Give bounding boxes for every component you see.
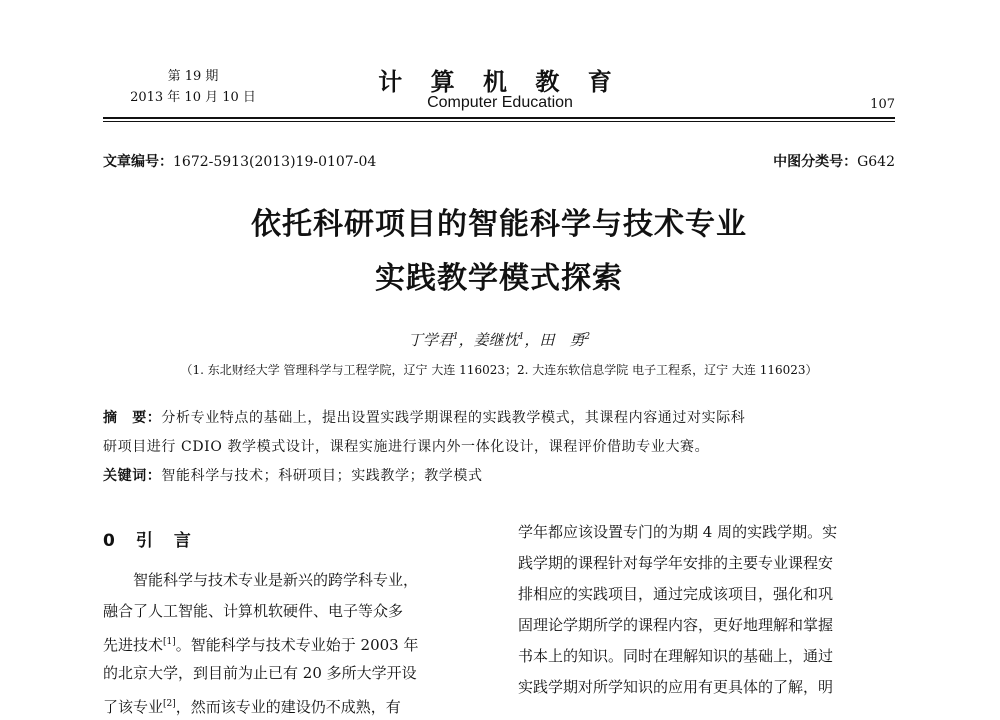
body-line: 固理论学期所学的课程内容，更好地理解和掌握	[518, 616, 834, 634]
article-number-value: 1672-5913(2013)19-0107-04	[173, 154, 377, 170]
author-affiliation-mark: 1	[452, 332, 459, 342]
body-text: ，然而该专业的建设仍不成熟，有	[175, 698, 401, 716]
body-line: 融合了人工智能、计算机软硬件、电子等众多	[103, 602, 404, 620]
body-column-right	[518, 517, 896, 703]
body-line: 学年都应该设置专门的为期 4 周的实践学期。实	[518, 523, 838, 541]
issue-number: 第 19 期	[167, 69, 219, 84]
abstract-line	[103, 404, 895, 433]
author-affiliation-mark: 1	[518, 332, 525, 342]
keywords-text: 智能科学与技术；科研项目；实践教学；教学模式	[161, 468, 483, 484]
issue-date: 2013 年 10 月 10 日	[130, 90, 256, 105]
body-text: 先进技术	[103, 636, 164, 654]
article-number-label: 文章编号：	[103, 154, 173, 170]
classification-value: G642	[857, 154, 895, 170]
body-line	[103, 689, 481, 720]
author-separator: ，	[458, 331, 474, 349]
body-line: 智能科学与技术专业是新兴的跨学科专业，	[133, 571, 419, 589]
classification-label: 中图分类号：	[773, 154, 858, 170]
article-number	[103, 151, 376, 171]
body-line: 的北京大学，到目前为止已有 20 多所大学开设	[103, 664, 417, 682]
author-name: 田 勇	[539, 331, 585, 349]
running-header-left	[118, 66, 268, 108]
keywords-line	[103, 462, 895, 491]
body-line	[103, 627, 481, 658]
author-affiliation-mark: 2	[584, 332, 591, 342]
author-affiliations: （1. 东北财经大学 管理科学与工程学院，辽宁 大连 116023；2. 大连东软信息学院 电子工程系，辽宁 大连 116023）	[180, 363, 818, 377]
body-line: 排相应的实践项目，通过完成该项目，强化和巩	[518, 585, 834, 603]
section-heading: 0 引 言	[103, 531, 193, 551]
body-text: 。智能科学与技术专业始于 2003 年	[175, 636, 419, 654]
author-list	[103, 329, 895, 350]
author-separator: ，	[524, 331, 540, 349]
paper-title-line-1: 依托科研项目的智能科学与技术专业	[251, 207, 747, 242]
abstract-block	[103, 404, 895, 491]
author-name: 姜继忱	[473, 331, 519, 349]
body-text: 了该专业	[103, 698, 164, 716]
journal-name-cn: 计 算 机 教 育	[378, 68, 622, 96]
journal-name-en: Computer Education	[427, 94, 573, 111]
abstract-text: 分析专业特点的基础上，提出设置实践学期课程的实践教学模式，其课程内容通过对实际科	[161, 410, 746, 426]
citation-ref: [1]	[163, 637, 176, 647]
body-column-left	[103, 565, 481, 720]
author-name: 丁学君	[407, 331, 453, 349]
keywords-label: 关键词：	[103, 468, 162, 484]
header-rule	[103, 117, 895, 119]
body-line: 书本上的知识。同时在理解知识的基础上，通过	[518, 647, 834, 665]
abstract-line: 研项目进行 CDIO 教学模式设计，课程实施进行课内外一体化设计，课程评价借助专业大赛。	[103, 439, 710, 455]
body-line: 实践学期对所学知识的应用有更具体的了解，明	[518, 678, 834, 696]
body-line: 践学期的课程针对每学年安排的主要专业课程安	[518, 554, 834, 572]
classification-number	[700, 151, 895, 171]
paper-title-line-2: 实践教学模式探索	[375, 261, 623, 296]
header-rule-thin	[103, 121, 895, 122]
citation-ref: [2]	[163, 699, 176, 709]
page-number: 107	[870, 97, 895, 112]
abstract-label: 摘 要：	[103, 410, 162, 426]
